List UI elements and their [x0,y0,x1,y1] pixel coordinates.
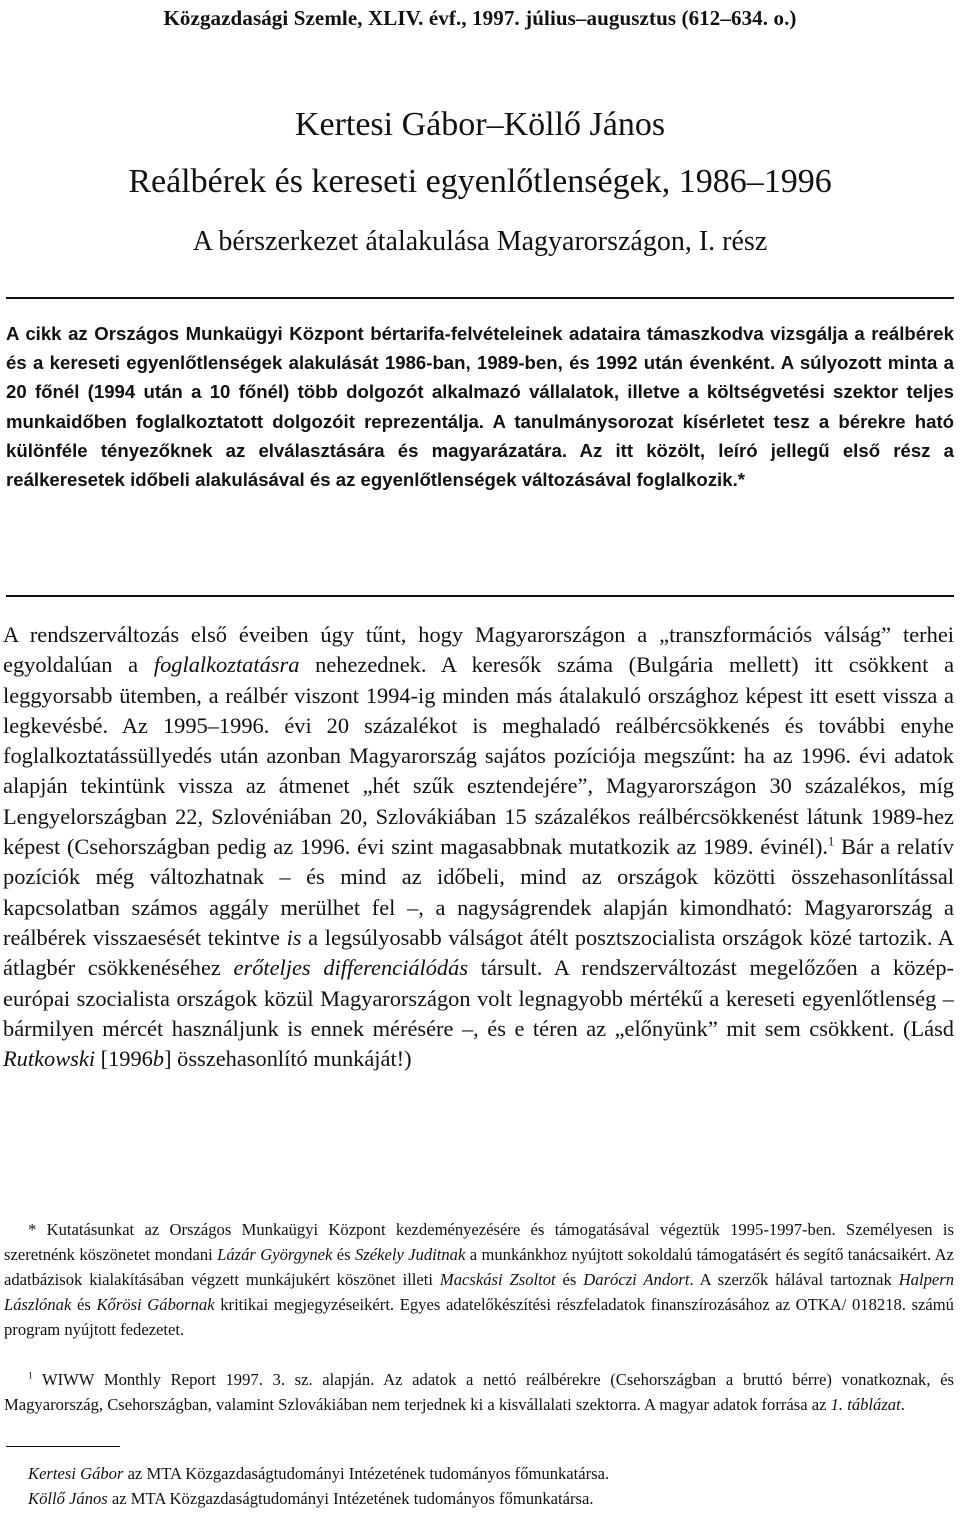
affiliation-text: az MTA Közgazdaságtudományi Intézetének tudományos főmunkatársa. [123,1464,610,1483]
body-text: A rendszerváltozás első éveiben úgy tűnt, hogy Magyarországon a „transzformációs válság” terhei egyoldalúan a [3,622,954,678]
footnote-table-ref: 1. táblázat [830,1395,901,1414]
article-title: Reálbérek és kereseti egyenlőtlenségek, 1986–1996 [128,163,832,200]
body-emphasis: foglalkoztatásra [153,652,300,678]
article-subtitle: A bérszerkezet átalakulása Magyarországon, I. rész [192,226,768,257]
footnote-person: Székely Juditnak [354,1245,466,1264]
footnote-text: * Kutatásunkat az Országos Munkaügyi Központ kezdeményezésére és támogatásával végeztük 1995-1997-ben. Személyesen is szeretnénk köszönetet mondani [4,1220,954,1264]
footnote-person: Halpern Lászlónak [4,1270,954,1314]
footnote-reference[interactable]: 1 [828,834,835,849]
abstract: A cikk az Országos Munkaügyi Központ bértarifa-felvételeinek adataira támaszkodva vizsgálja a reálbérek és a kereseti egyenlőtlenségek alakulását 1986-ban, 1989-ben, és 1992 után évenként. A súlyozott minta a 20 főnél (1994 után a 10 főnél) több dolgozót alkalmazó vállalatok, illetve a költségvetési szektor teljes munkaidőben foglalkoztatott dolgozóit reprezentálja. A tanulmánysorozat kísérletet tesz a bérekre ható különféle tényezőknek az elválasztására és magyarázatára. Az itt közölt, leíró jellegű első rész a reálkeresetek időbeli alakulásával és az egyenlőtlenségek változásával foglalkozik.* [6,323,954,491]
body-text: nehezednek. A keresők száma (Bulgária mellett) itt csökkent a leggyorsabb ütemben, a reálbér viszont 1994-ig minden más átalakuló országhoz képest itt esett vissza a legkevésbé. Az 1995–1996. évi 20 százalékot is meghaladó reálbércsökkenés és további enyhe foglalkoztatássüllyedés után azonban Magyarország sajátos pozíciója megszűnt: ha az 1996. évi adatok alapján tekintünk vissza az átmenet „hét szűk esztendejére”, Magyarországon 30 százalékos, míg Lengyelországban 22, Szlovéniában 20, Szlovákiában 15 százalékos reálbércsökkenést látunk 1989-hez képest (Csehországban pedig az 1996. évi szint magasabbnak mutatkozik az 1989. évinél). [3,652,955,860]
citation-suffix: b [152,1046,165,1072]
footnote-text: a munkánkhoz nyújtott sokoldalú támogatásért és segítő tanácsaikért. Az adatbázisok kialakításában végzett munkájukért köszönet illeti [4,1245,954,1289]
footnote-person: Daróczi Andort [583,1270,690,1289]
body-text: társult. A rendszerváltozást megelőzően a közép-európai szocialista országok közül Magyarországon volt legnagyobb mértékű a kereseti egyenlőtlenség – bármilyen mércét használjunk is ennek mérésére –, és e téren az „előnyünk” mit sem csökkent. (Lásd [3,955,954,1041]
footnote-text: kritikai megjegyzéseikért. Egyes adatelőkészítési részfeladatok finanszírozásához az OTKA/ 018218. számú program nyújtott fedezetet. [4,1295,954,1339]
abstract-top-rule [6,297,954,299]
footnote-text: és [71,1295,97,1314]
author-name: Köllő János [28,1489,108,1508]
affiliation-rule [6,1446,120,1447]
body-emphasis: erőteljes differenciálódás [233,955,469,981]
footnote-person: Lázár Györgynek [217,1245,333,1264]
footnote-marker: 1 [28,1370,33,1381]
article-authors: Kertesi Gábor–Köllő János [294,106,666,143]
footnote-text: . A szerzők hálával tartoznak [689,1270,899,1289]
journal-header: Közgazdasági Szemle, XLIV. évf., 1997. július–augusztus (612–634. o.) [163,6,797,30]
footnote-person: Macskási Zsoltot [439,1270,556,1289]
body-text: a legsúlyosabb válságot átélt posztszocialista országok közé tartozik. A átlagbér csökkenéséhez [3,924,955,981]
abstract-bottom-rule [6,595,954,597]
affiliation-1 [28,1461,609,1486]
footnote-text: WIWW Monthly Report 1997. 3. sz. alapján. Az adatok a nettó reálbérekre (Csehországban a bruttó bérre) vonatkoznak, és Magyarország, Csehországban, valamint Szlovákiában nem terjednek ki a kisvállalati szektorra. A magyar adatok forrása az [4,1370,954,1414]
footnote-person: Kőrösi Gábornak [96,1295,215,1314]
footnote-text: és [555,1270,584,1289]
author-name: Kertesi Gábor [28,1464,124,1483]
body-text: [1996 [95,1046,153,1072]
footnote-1 [4,1367,954,1417]
body-paragraph [3,620,954,1074]
footnote-text: és [332,1245,355,1264]
affiliation-text: az MTA Közgazdaságtudományi Intézetének tudományos főmunkatársa. [107,1489,594,1508]
body-text: ] összehasonlító munkáját!) [164,1046,412,1072]
body-emphasis: is [286,924,302,950]
affiliation-2 [28,1486,593,1511]
footnote-text: . [900,1395,905,1414]
footnote-star [4,1217,954,1342]
body-text: Bár a relatív pozíciók még változhatnak – és mind az időbeli, mind az országok közötti összehasonlítással kapcsolatban számos aggály merülhet fel –, a nagyságrendek alapján kimondható: Magyarország a reálbérek visszaesését tekintve [3,834,954,950]
cited-author: Rutkowski [3,1046,96,1072]
